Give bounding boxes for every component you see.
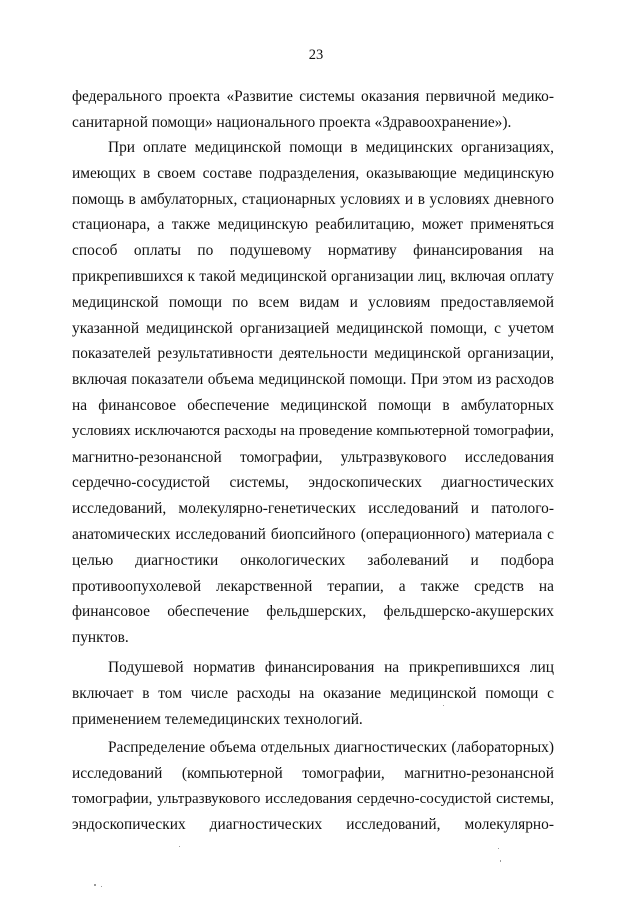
text-line: прикрепившихся к такой медицинской организации лиц, включая оплату: [72, 267, 554, 285]
paragraph-4: [72, 735, 554, 838]
text-line: пунктов.: [72, 629, 129, 647]
text-line: имеющих в своем составе подразделения, оказывающие медицинскую: [72, 164, 554, 182]
text-line: стационара, а также медицинскую реабилитацию, может применяться: [72, 216, 554, 234]
text-line: санитарной помощи» национального проекта «Здравоохранение»).: [72, 113, 512, 131]
paragraph-2: [72, 135, 554, 651]
text-line: применением телемедицинских технологий.: [72, 710, 363, 728]
text-line: противоопухолевой лекарственной терапии, а также средств на: [72, 577, 554, 595]
text-line: финансовое обеспечение фельдшерских, фельдшерско-акушерских: [72, 603, 554, 621]
scan-speck: [101, 886, 102, 887]
scan-speck: [498, 848, 499, 849]
page-number: 23: [308, 47, 324, 63]
text-line: При оплате медицинской помощи в медицинских организациях,: [108, 139, 554, 156]
text-line: включает в том числе расходы на оказание медицинской помощи с: [72, 684, 554, 702]
text-line: способ оплаты по подушевому нормативу финансирования на: [72, 242, 554, 260]
scan-speck: [94, 884, 96, 886]
scan-speck: [179, 846, 180, 847]
text-line: условиях исключаются расходы на проведение компьютерной томографии,: [72, 422, 554, 439]
text-line: исследований, молекулярно-генетических исследований и патолого-: [72, 500, 554, 518]
text-line: показателей результативности деятельности медицинской организации,: [72, 345, 554, 363]
text-line: помощь в амбулаторных, стационарных условиях и в условиях дневного: [72, 190, 554, 208]
text-line: целью диагностики онкологических заболеваний и подбора: [72, 551, 554, 569]
text-line: сердечно-сосудистой системы, эндоскопических диагностических: [72, 474, 554, 492]
text-line: указанной медицинской организацией медицинской помощи, с учетом: [72, 319, 554, 337]
text-line: медицинской помощи по всем видам и условиям предоставляемой: [72, 293, 554, 311]
text-line: включая показатели объема медицинской помощи. При этом из расходов: [72, 371, 554, 389]
paragraph-1: [72, 84, 554, 136]
text-line: томографии, ультразвукового исследования сердечно-сосудистой системы,: [72, 790, 554, 807]
text-line: Распределение объема отдельных диагностических (лабораторных): [108, 739, 554, 756]
text-line: федерального проекта «Развитие системы оказания первичной медико-: [72, 88, 554, 105]
text-line: Подушевой норматив финансирования на прикрепившихся лиц: [108, 659, 554, 676]
text-line: анатомических исследований биопсийного (операционного) материала с: [72, 525, 554, 543]
text-line: исследований (компьютерной томографии, магнитно-резонансной: [72, 764, 554, 782]
scan-speck: [443, 705, 444, 706]
scan-speck: [500, 860, 501, 862]
text-line: магнитно-резонансной томографии, ультразвукового исследования: [72, 448, 554, 466]
text-line: на финансовое обеспечение медицинской помощи в амбулаторных: [72, 396, 554, 414]
text-line: эндоскопических диагностических исследований, молекулярно-: [72, 816, 554, 834]
paragraph-3: [72, 655, 554, 732]
